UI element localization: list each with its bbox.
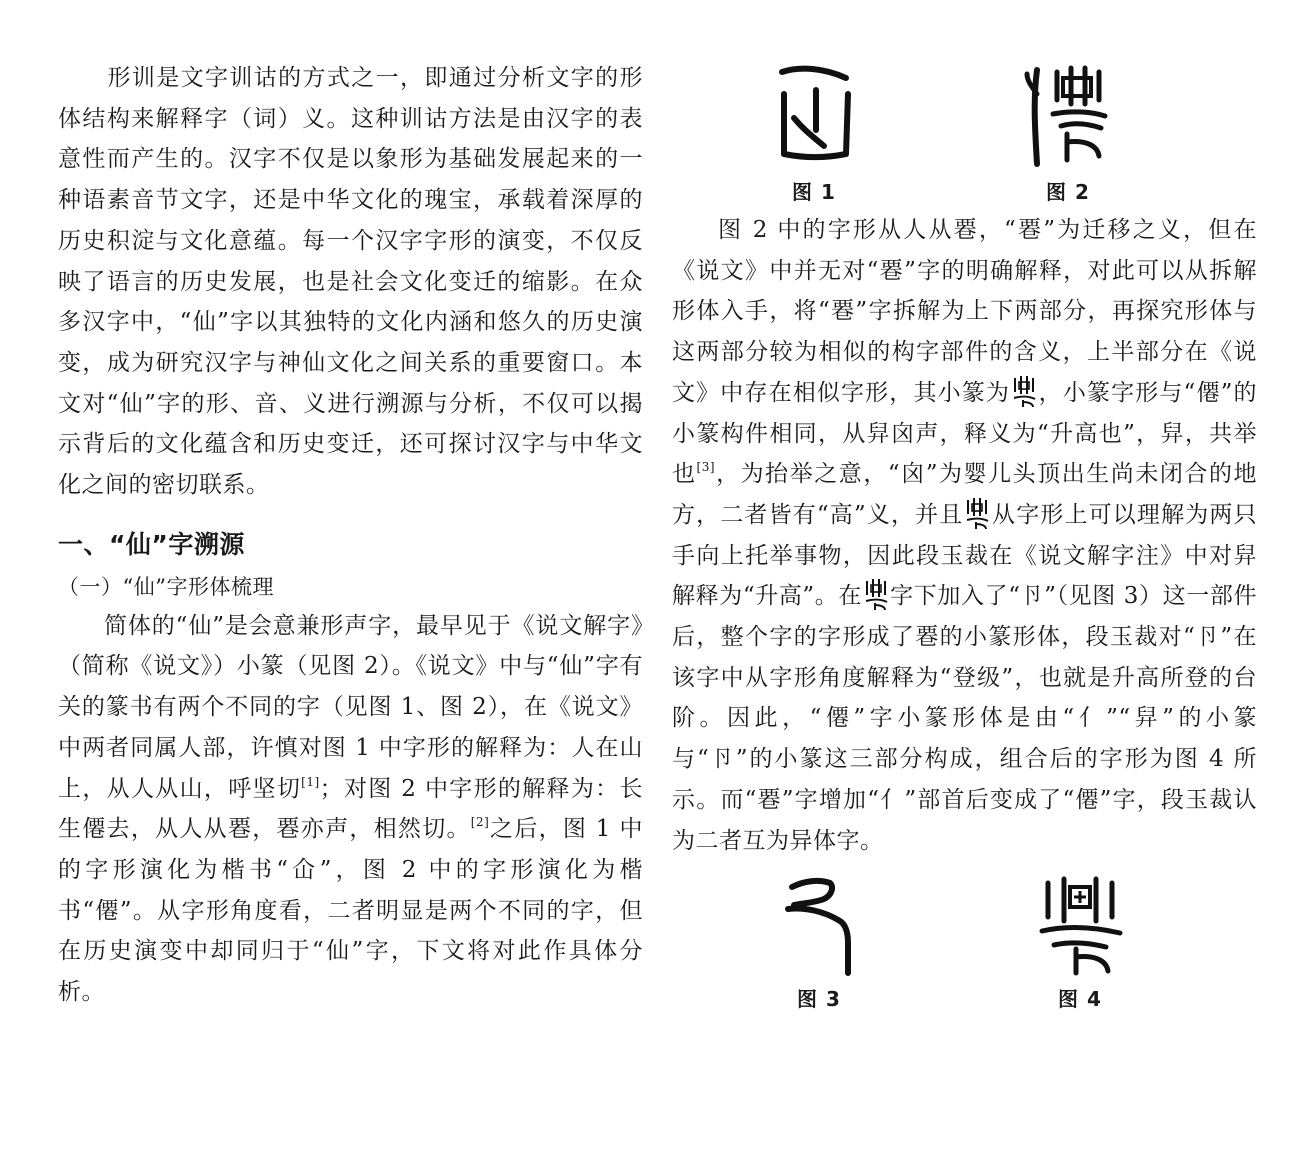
figure-3 [749, 873, 889, 1012]
subsection-title: （一）“仙”字形体梳理 [58, 574, 274, 599]
right-column [672, 60, 1257, 1167]
paragraph-text: ，小篆字形与“僊”的小篆构件相同，从舁囟声，释义为“升高也”，舁，共举也 [672, 379, 1257, 488]
paragraph-character-analysis [672, 210, 1257, 861]
figure-row-top [672, 60, 1257, 210]
seal-script-xian-mountain-icon [764, 60, 864, 170]
citation-ref-3: [3] [696, 460, 716, 475]
paragraph-text: ，为抬举之意，“囟”为婴儿头顶出生尚未闭合的地方，二者皆有“高”义，并且 [672, 461, 1257, 528]
seal-script-inline-icon [863, 577, 889, 611]
paragraph-text: 简体的“仙”是会意兼形声字，最早见于《说文解字》（简称《说文》）小篆（见图 2）。《说文》中与“仙”字有关的篆书有两个不同的字（见图 1、图 2），在《说文》中两者同属人部，许慎对图 1 中字形的解释为：人在山上，从人从山，呼坚切 [58, 612, 643, 802]
seal-script-jie-icon [774, 873, 864, 977]
citation-ref-2: [2] [470, 815, 490, 830]
seal-script-xian-ascend-icon [1023, 60, 1113, 170]
figure-1-caption: 图 1 [792, 180, 836, 204]
figure-2-caption: 图 2 [1046, 180, 1090, 204]
left-column [58, 58, 643, 1165]
figure-row-bottom [672, 873, 1257, 1023]
intro-paragraph: 形训是文字训诂的方式之一，即通过分析文字的形体结构来解释字（词）义。这种训诂方法是由汉字的表意性而产生的。汉字不仅是以象形为基础发展起来的一种语素音节文字，还是中华文化的瑰宝，承载着深厚的历史积淀与文化意蕴。每一个汉字字形的演变，不仅反映了语言的历史发展，也是社会文化变迁的缩影。在众多汉字中，“仙”字以其独特的文化内涵和悠久的历史演变，成为研究汉字与神仙文化之间关系的重要窗口。本文对“仙”字的形、音、义进行溯源与分析，不仅可以揭示背后的文化蕴含和历史变迁，还可探讨汉字与中华文化之间的密切联系。 [58, 65, 643, 499]
paragraph-text: 从字形上可以理解为两只手向上托举事物，因此段玉裁在《说文解字注》中对舁解释为“升高”。在 [672, 501, 1257, 610]
figure-3-caption: 图 3 [797, 987, 841, 1012]
paragraph-form-origin [58, 606, 643, 1013]
figure-4-caption: 图 4 [1058, 987, 1102, 1012]
paragraph-text: 图 2 中的字形从人从䙴，“䙴”为迁移之义，但在《说文》中并无对“䙴”字的明确解释，对此可以从拆解形体入手，将“䙴”字拆解为上下两部分，再探究形体与这两部分较为相似的构字部件的含义，上半部分在《说文》中存在相似字形，其小篆为 [672, 217, 1257, 406]
paragraph-text: 字下加入了“卪”（见图 3）这一部件后，整个字的字形成了䙴的小篆形体，段玉裁对“卪”在该字中从字形角度解释为“登级”，也就是升高所登的台阶。因此，“僊”字小篆形体是由“亻”“舁”的小篆与“卪”的小篆这三部分构成，组合后的字形为图 4 所示。而“䙴”字增加“亻”部首后变成了“僊”字，段玉裁认为二者互为异体字。 [672, 583, 1257, 854]
paragraph-text: 之后，图 1 中的字形演化为楷书“仚”，图 2 中的字形演化为楷书“僊”。从字形角度看，二者明显是两个不同的字，但在历史演变中却同归于“仙”字，下文将对此作具体分析。 [58, 816, 644, 1006]
figure-4 [1010, 873, 1150, 1012]
seal-script-inline-icon [964, 496, 990, 530]
seal-script-qian-icon [1032, 873, 1128, 977]
figure-1 [744, 60, 884, 205]
seal-script-inline-icon [1011, 374, 1037, 408]
citation-ref-1: [1] [301, 774, 320, 789]
paragraph-text: ；对图 2 中字形的解释为：长生僊去，从人从䙴，䙴亦声，相然切。 [58, 775, 644, 843]
section-title: 一、“仙”字溯源 [58, 529, 245, 559]
figure-2 [998, 60, 1138, 205]
